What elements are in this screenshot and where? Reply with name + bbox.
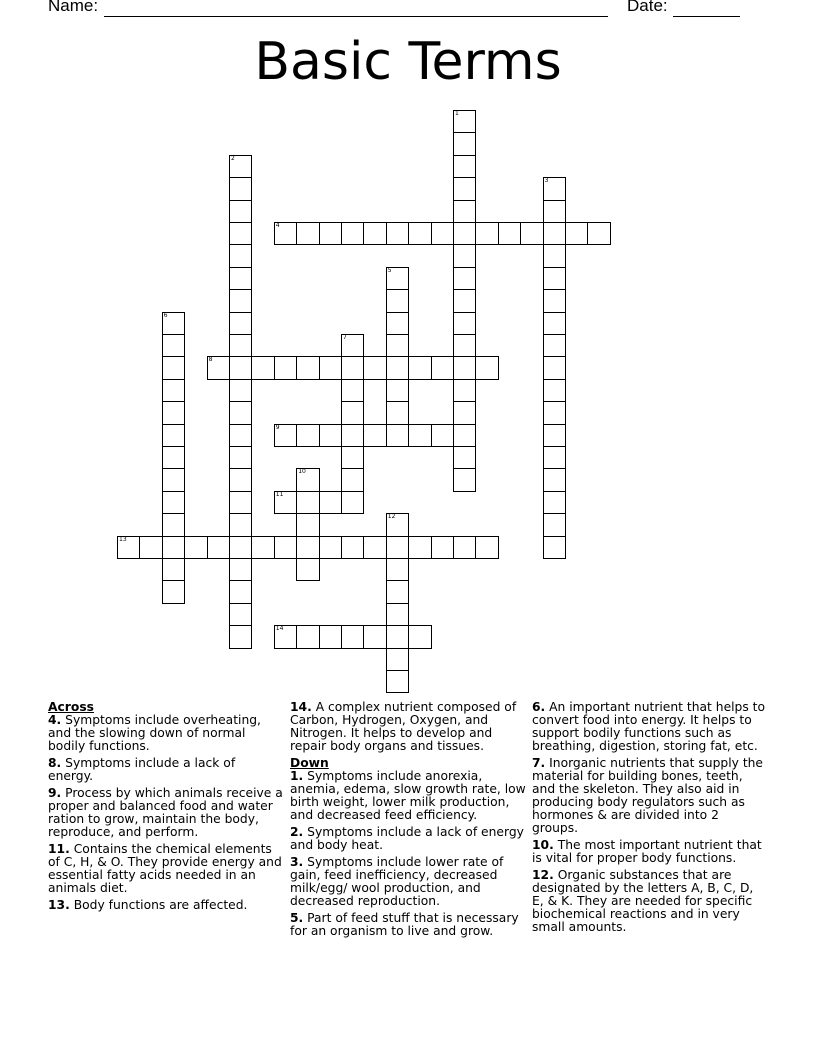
clue-text: A complex nutrient composed of Carbon, Hydrogen, Oxygen, and Nitrogen. It helps to develop and repair body organs and tissues. [290,700,517,753]
down-heading: Down [290,756,329,770]
clue-text: An important nutrient that helps to convert food into energy. It helps to support bodily functions such as breathing, digestion, storing fat, etc. [532,700,766,753]
grid-cell[interactable] [229,558,252,581]
grid-cell[interactable] [453,379,476,402]
clue [290,856,526,908]
grid-cell[interactable] [296,468,319,491]
clue [290,770,526,822]
grid-cell[interactable] [453,334,476,357]
grid-cell[interactable] [319,625,342,648]
grid-cell[interactable] [543,267,566,290]
grid-cell[interactable] [229,222,252,245]
clue [48,843,284,895]
grid-cell[interactable] [453,244,476,267]
clue-number: 13 [119,535,127,543]
grid-cell[interactable] [386,513,409,536]
grid-cell[interactable] [386,648,409,671]
clue-number: 1. [290,769,304,783]
grid-cell[interactable] [453,200,476,223]
grid-cell[interactable] [341,222,364,245]
clue-number: 9. [48,786,62,800]
grid-cell[interactable] [162,356,185,379]
clue-text: Symptoms include a lack of energy and body heat. [290,825,524,852]
grid-cell[interactable] [274,424,297,447]
grid-cell[interactable] [341,424,364,447]
clue [532,757,768,835]
grid-cell[interactable] [296,536,319,559]
clue-number: 14 [275,625,284,633]
grid-cell[interactable] [341,401,364,424]
across-clue-list [48,714,284,912]
grid-cell[interactable] [162,401,185,424]
grid-cell[interactable] [498,222,521,245]
clue-number: 4. [48,713,62,727]
clue-text: Process by which animals receive a proper and balanced food and water ration to grow, maintain the body, reproduce, and perform. [48,786,283,839]
grid-cell[interactable] [229,379,252,402]
grid-cell[interactable] [543,200,566,223]
grid-cell[interactable] [408,222,431,245]
grid-cell[interactable] [296,424,319,447]
grid-cell[interactable] [296,356,319,379]
grid-cell[interactable] [453,401,476,424]
clue-number: 8 [208,356,213,364]
grid-cell[interactable] [363,222,386,245]
grid-cell[interactable] [319,356,342,379]
grid-cell[interactable] [341,379,364,402]
grid-cell[interactable] [453,446,476,469]
grid-cell[interactable] [386,222,409,245]
grid-cell[interactable] [162,558,185,581]
clue-number: 10. [532,838,554,852]
grid-cell[interactable] [431,536,454,559]
grid-cell[interactable] [386,267,409,290]
grid-cell[interactable] [229,625,252,648]
clue-number: 3 [544,177,549,185]
grid-cell[interactable] [274,491,297,514]
grid-cell[interactable] [386,334,409,357]
grid-cell[interactable] [184,536,207,559]
grid-cell[interactable] [162,580,185,603]
grid-cell[interactable] [229,177,252,200]
grid-cell[interactable] [229,244,252,267]
clue-number: 8. [48,756,62,770]
clue-number: 13. [48,898,70,912]
grid-cell[interactable] [386,312,409,335]
grid-cell[interactable] [543,289,566,312]
grid-cell[interactable] [453,536,476,559]
grid-cell[interactable] [162,424,185,447]
date-label: Date: [627,0,668,15]
grid-cell[interactable] [229,446,252,469]
clue-text: Contains the chemical elements of C, H, & O. They provide energy and essential fatty acids needed in an animals diet. [48,842,282,895]
clue-number: 10 [298,468,306,476]
grid-cell[interactable] [162,312,185,335]
grid-cell[interactable] [274,625,297,648]
clue-number: 9 [275,423,280,431]
grid-cell[interactable] [162,334,185,357]
name-line[interactable] [104,16,608,17]
grid-cell[interactable] [408,536,431,559]
grid-cell[interactable] [453,155,476,178]
grid-cell[interactable] [431,222,454,245]
grid-cell[interactable] [229,513,252,536]
clue-number: 14. [290,700,312,714]
grid-cell[interactable] [453,289,476,312]
across-clue-list-continued [290,701,526,753]
grid-cell[interactable] [162,536,185,559]
clue-text: Symptoms include a lack of energy. [48,756,236,783]
grid-cell[interactable] [453,267,476,290]
grid-cell[interactable] [543,312,566,335]
grid-cell[interactable] [296,491,319,514]
clue-number: 6. [532,700,546,714]
grid-cell[interactable] [543,401,566,424]
grid-cell[interactable] [341,536,364,559]
grid-cell[interactable] [386,558,409,581]
grid-cell[interactable] [453,312,476,335]
grid-cell[interactable] [251,356,274,379]
grid-cell[interactable] [296,558,319,581]
grid-cell[interactable] [431,424,454,447]
grid-cell[interactable] [408,424,431,447]
grid-cell[interactable] [229,536,252,559]
grid-cell[interactable] [520,222,543,245]
clues-column-1 [48,701,284,916]
grid-cell[interactable] [229,334,252,357]
grid-cell[interactable] [319,491,342,514]
grid-cell[interactable] [431,356,454,379]
clue [290,701,526,753]
name-label: Name: [48,0,99,15]
clue-text: Symptoms include overheating, and the slowing down of normal bodily functions. [48,713,261,753]
grid-cell[interactable] [543,356,566,379]
grid-cell[interactable] [363,536,386,559]
grid-cell[interactable] [319,424,342,447]
clue-number: 12. [532,868,554,882]
grid-cell[interactable] [341,334,364,357]
grid-cell[interactable] [229,401,252,424]
grid-cell[interactable] [229,289,252,312]
clue [48,899,284,912]
clue-number: 6 [163,311,168,319]
clue [290,826,526,852]
clue [48,714,284,753]
grid-cell[interactable] [386,356,409,379]
clue-text: Inorganic nutrients that supply the material for building bones, teeth, and the skeleton. They also aid in producing body regulators such as hormones & are divided into 2 groups. [532,756,763,835]
grid-cell[interactable] [543,244,566,267]
clue-number: 2 [231,154,235,162]
grid-cell[interactable] [229,491,252,514]
grid-cell[interactable] [453,424,476,447]
grid-cell[interactable] [386,536,409,559]
clue-number: 11. [48,842,70,856]
grid-cell[interactable] [408,356,431,379]
clue [290,912,526,938]
grid-cell[interactable] [117,536,140,559]
grid-cell[interactable] [475,536,498,559]
grid-cell[interactable] [386,580,409,603]
clue-number: 3. [290,855,304,869]
clue-number: 2. [290,825,304,839]
grid-cell[interactable] [207,536,230,559]
down-clue-list-continued [532,701,768,934]
grid-cell[interactable] [319,222,342,245]
grid-cell[interactable] [341,491,364,514]
grid-cell[interactable] [296,513,319,536]
grid-cell[interactable] [386,289,409,312]
grid-cell[interactable] [274,222,297,245]
grid-cell[interactable] [363,625,386,648]
clue [532,839,768,865]
grid-cell[interactable] [543,468,566,491]
grid-cell[interactable] [229,424,252,447]
grid-cell[interactable] [543,536,566,559]
grid-cell[interactable] [229,468,252,491]
clue-number: 12 [387,513,396,521]
across-heading: Across [48,700,94,714]
clue-number: 7. [532,756,546,770]
clue-number: 11 [275,490,284,498]
grid-cell[interactable] [453,177,476,200]
grid-cell[interactable] [162,446,185,469]
clue-text: Part of feed stuff that is necessary for an organism to live and grow. [290,911,519,938]
worksheet-header [0,0,816,24]
down-clue-list [290,770,526,938]
grid-cell[interactable] [453,468,476,491]
grid-cell[interactable] [341,625,364,648]
clue-text: The most important nutrient that is vital for proper body functions. [532,838,762,865]
grid-cell[interactable] [229,267,252,290]
clue-text: Body functions are affected. [69,898,248,912]
grid-cell[interactable] [543,177,566,200]
clue-number: 5. [290,911,304,925]
grid-cell[interactable] [229,356,252,379]
clues-column-3 [532,701,768,938]
grid-cell[interactable] [453,132,476,155]
grid-cell[interactable] [475,222,498,245]
grid-cell[interactable] [453,222,476,245]
grid-cell[interactable] [363,356,386,379]
clues-column-2 [290,701,526,942]
grid-cell[interactable] [341,468,364,491]
grid-cell[interactable] [296,222,319,245]
grid-cell[interactable] [453,356,476,379]
grid-cell[interactable] [565,222,588,245]
grid-cell[interactable] [587,222,610,245]
date-line[interactable] [673,16,740,17]
grid-cell[interactable] [296,625,319,648]
clue [48,787,284,839]
clue-number: 5 [387,266,392,274]
grid-cell[interactable] [543,334,566,357]
grid-cell[interactable] [543,424,566,447]
grid-cell[interactable] [386,379,409,402]
grid-cell[interactable] [408,625,431,648]
clue [532,701,768,753]
grid-cell[interactable] [229,200,252,223]
grid-cell[interactable] [274,356,297,379]
grid-cell[interactable] [162,491,185,514]
grid-cell[interactable] [453,110,476,133]
grid-cell[interactable] [363,424,386,447]
grid-cell[interactable] [386,603,409,626]
grid-cell[interactable] [543,222,566,245]
clue-number: 4 [275,222,280,229]
clue [532,869,768,934]
grid-cell[interactable] [386,401,409,424]
grid-cell[interactable] [543,379,566,402]
grid-cell[interactable] [341,356,364,379]
grid-cell[interactable] [386,625,409,648]
grid-cell[interactable] [386,670,409,693]
grid-cell[interactable] [251,536,274,559]
grid-cell[interactable] [274,536,297,559]
grid-cell[interactable] [319,536,342,559]
clue-number: 7 [343,334,347,341]
grid-cell[interactable] [162,468,185,491]
grid-cell[interactable] [475,356,498,379]
grid-cell[interactable] [543,491,566,514]
page-title: Basic Terms [254,32,562,92]
grid-cell[interactable] [341,446,364,469]
grid-cell[interactable] [229,155,252,178]
grid-cell[interactable] [229,603,252,626]
grid-cell[interactable] [139,536,162,559]
grid-cell[interactable] [543,446,566,469]
grid-cell[interactable] [386,424,409,447]
clue-text: Symptoms include anorexia, anemia, edema, slow growth rate, low birth weight, lower milk production, and decreased feed efficiency. [290,769,526,822]
grid-cell[interactable] [229,580,252,603]
grid-cell[interactable] [162,379,185,402]
grid-cell[interactable] [162,513,185,536]
clue-number: 1 [455,110,459,117]
grid-cell[interactable] [543,513,566,536]
grid-cell[interactable] [207,356,230,379]
clue [48,757,284,783]
grid-cell[interactable] [229,312,252,335]
clue-text: Symptoms include lower rate of gain, feed inefficiency, decreased milk/egg/ wool production, and decreased reproduction. [290,855,504,908]
clue-text: Organic substances that are designated by the letters A, B, C, D, E, & K. They are needed for specific biochemical reactions and in very small amounts. [532,868,754,934]
